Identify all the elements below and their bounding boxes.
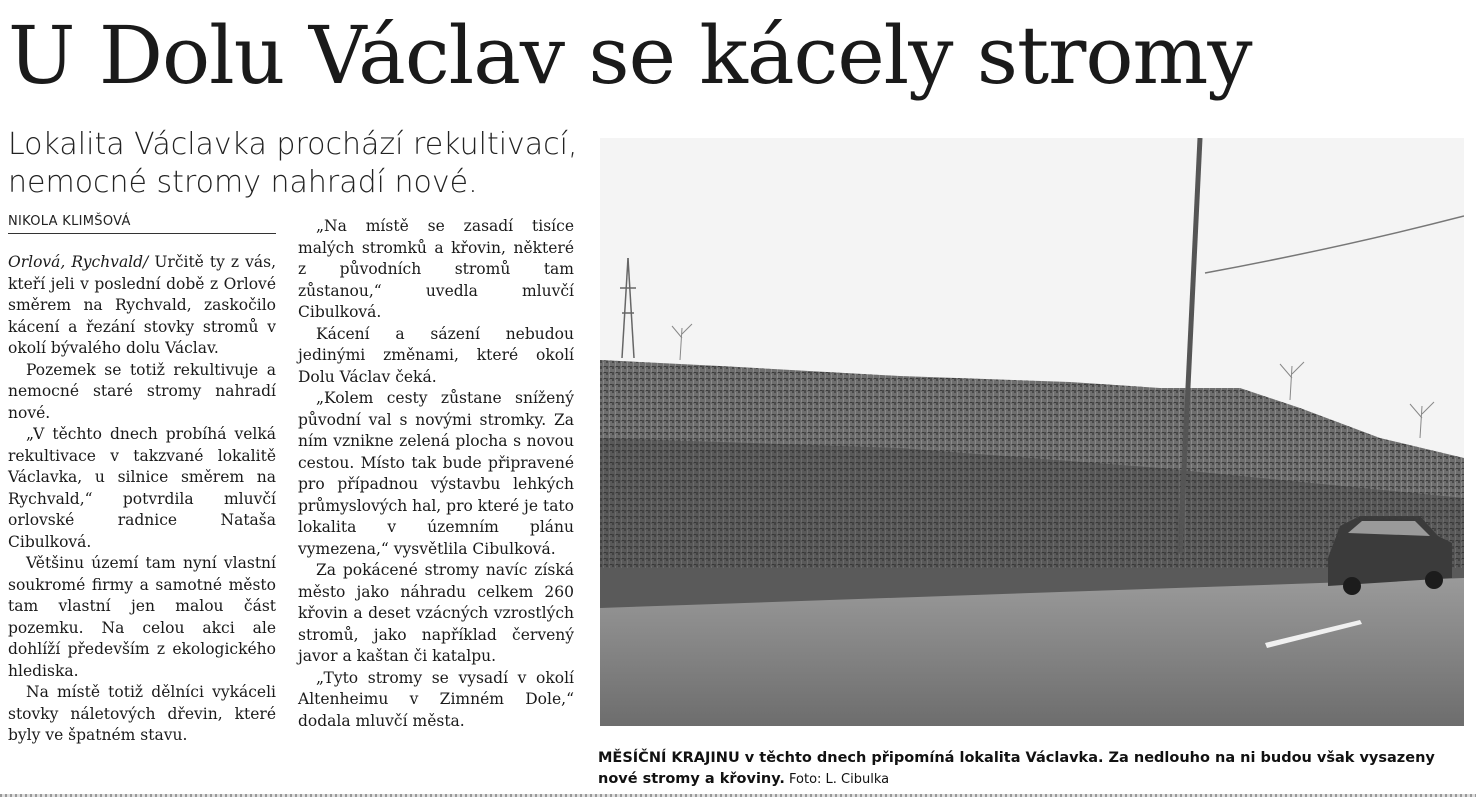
paragraph-text: Určitě ty z vás, kteří jeli v poslední době z Orlové směrem na Rychvald, zaskočilo kácení a řezání stovky stromů v okolí bývalého dolu Václav. — [8, 253, 276, 357]
article-paragraph: „Tyto stromy se vysadí v okolí Altenheimu v Zimném Dole,“ dodala mluvčí města. — [298, 668, 574, 730]
caption-lead: MĚSÍČNÍ KRAJINU — [598, 750, 740, 766]
article-column-2 — [298, 216, 574, 732]
article-paragraph — [8, 252, 276, 360]
subheadline — [8, 126, 598, 202]
article-paragraph: Za pokácené stromy navíc získá město jako náhradu celkem 260 křovin a deset vzácných vzrostlých stromů, jako například červený javor a kaštan či katalpu. — [298, 561, 574, 665]
article-paragraph: „Kolem cesty zůstane snížený původní val s novými stromky. Za ním vznikne zelená plocha s novou cestou. Místo tak bude připravené pro případnou výstavbu lehkých průmyslových hal, pro které je tato lokalita v územním plánu vymezena,“ vysvětlila Cibulková. — [298, 389, 574, 558]
photo-caption — [598, 748, 1468, 790]
article-paragraph: Pozemek se totiž rekultivuje a nemocné staré stromy nahradí nové. — [8, 360, 276, 422]
subheadline-line: Lokalita Václavka prochází rekultivací, — [8, 127, 578, 162]
caption-text: v těchto dnech připomíná lokalita Václavka. Za nedlouho na ni budou však vysazeny nové stromy a křoviny. — [598, 750, 1435, 787]
article-paragraph: Většinu území tam nyní vlastní soukromé firmy a samotné město tam vlastní jen malou část pozemku. Na celou akci ale dohlíží především z ekologického hlediska. — [8, 554, 276, 680]
dateline: Orlová, Rychvald/ — [8, 253, 149, 271]
article-column-1 — [8, 252, 276, 747]
bottom-divider — [0, 794, 1476, 797]
subheadline-line: nemocné stromy nahradí nové. — [8, 165, 478, 200]
article-paragraph: Kácení a sázení nebudou jedinými změnami, které okolí Dolu Václav čeká. — [298, 324, 574, 386]
article-paragraph: „V těchto dnech probíhá velká rekultivace v takzvané lokalitě Václavka, u silnice směrem na Rychvald,“ potvrdila mluvčí orlovské radnice Nataša Cibulková. — [8, 425, 276, 551]
article-photo — [600, 138, 1464, 726]
photo-credit: Foto: L. Cibulka — [784, 772, 890, 787]
article-paragraph: Na místě totiž dělníci vykáceli stovky náletových dřevin, které byly ve špatném stavu. — [8, 683, 276, 744]
headline: U Dolu Václav se kácely stromy — [8, 9, 1252, 102]
article-paragraph: „Na místě se zasadí tisíce malých stromků a křovin, některé z původních stromů tam zůstanou,“ uvedla mluvčí Cibulková. — [298, 217, 574, 321]
byline: NIKOLA KLIMŠOVÁ — [8, 214, 276, 234]
landscape-photo-illustration — [600, 138, 1464, 726]
